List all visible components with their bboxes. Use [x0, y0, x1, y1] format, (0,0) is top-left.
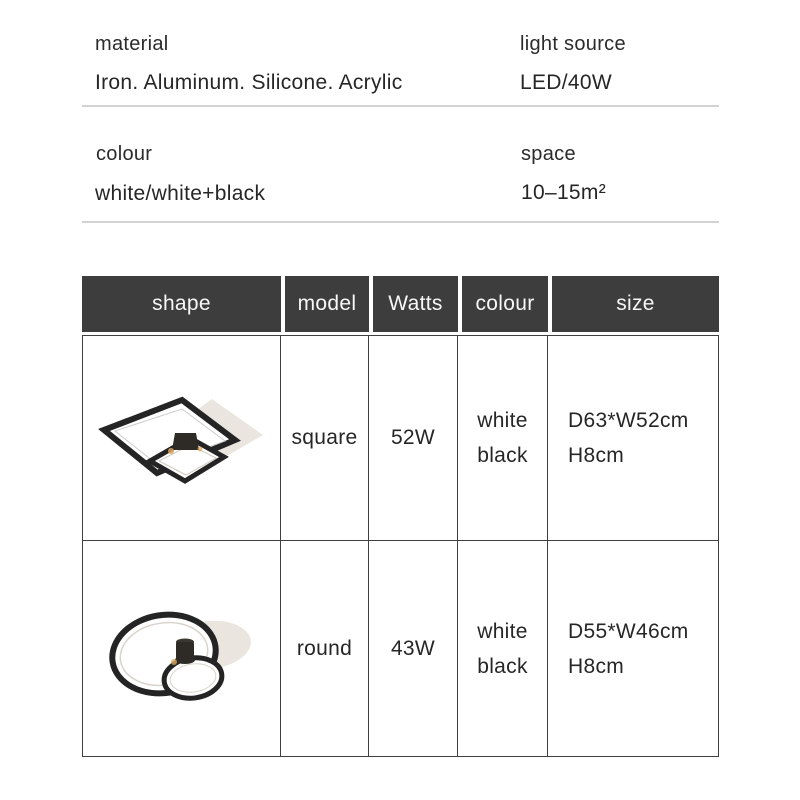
- divider-line: [82, 105, 719, 107]
- spec-table: [82, 276, 719, 757]
- size-dimensions: D63*W52cm: [568, 409, 689, 432]
- colour-option-white: white: [477, 619, 528, 643]
- size-height: H8cm: [568, 444, 625, 467]
- table-body: [82, 335, 719, 757]
- header-model: model: [281, 276, 369, 332]
- colour-option-white: white: [477, 409, 528, 432]
- header-colour: colour: [458, 276, 548, 332]
- space-value: 10–15m²: [521, 181, 606, 204]
- colour-option-black: black: [477, 444, 528, 467]
- colour-value: white/white+black: [95, 182, 266, 205]
- size-dimensions: D55*W46cm: [568, 619, 689, 643]
- table-row-2-colour-cell: [458, 541, 548, 756]
- header-size: size: [548, 276, 719, 332]
- colour-label: colour: [96, 143, 153, 165]
- table-row-1-colour-cell: [458, 336, 548, 541]
- material-label: material: [95, 33, 169, 55]
- table-row-1-model-cell: square: [281, 336, 369, 541]
- table-row-2-watts-cell: 43W: [369, 541, 458, 756]
- material-value: Iron. Aluminum. Silicone. Acrylic: [95, 71, 403, 94]
- table-row-2-shape-cell: [83, 541, 281, 756]
- light-source-label: light source: [520, 33, 626, 55]
- colour-option-black: black: [477, 654, 528, 678]
- table-row-2-model-cell: round: [281, 541, 369, 756]
- divider-line: [82, 221, 719, 223]
- square-lamp-image: [87, 372, 277, 504]
- light-source-value: LED/40W: [520, 71, 612, 94]
- header-shape: shape: [82, 276, 281, 332]
- table-header-row: [82, 276, 719, 332]
- table-row-1-size-cell: [548, 336, 718, 541]
- round-lamp-image: [87, 583, 277, 715]
- table-row-1-watts-cell: 52W: [369, 336, 458, 541]
- table-row-2-size-cell: [548, 541, 718, 756]
- header-watts: Watts: [369, 276, 458, 332]
- size-height: H8cm: [568, 654, 625, 678]
- space-label: space: [521, 143, 576, 165]
- table-row-1-shape-cell: [83, 336, 281, 541]
